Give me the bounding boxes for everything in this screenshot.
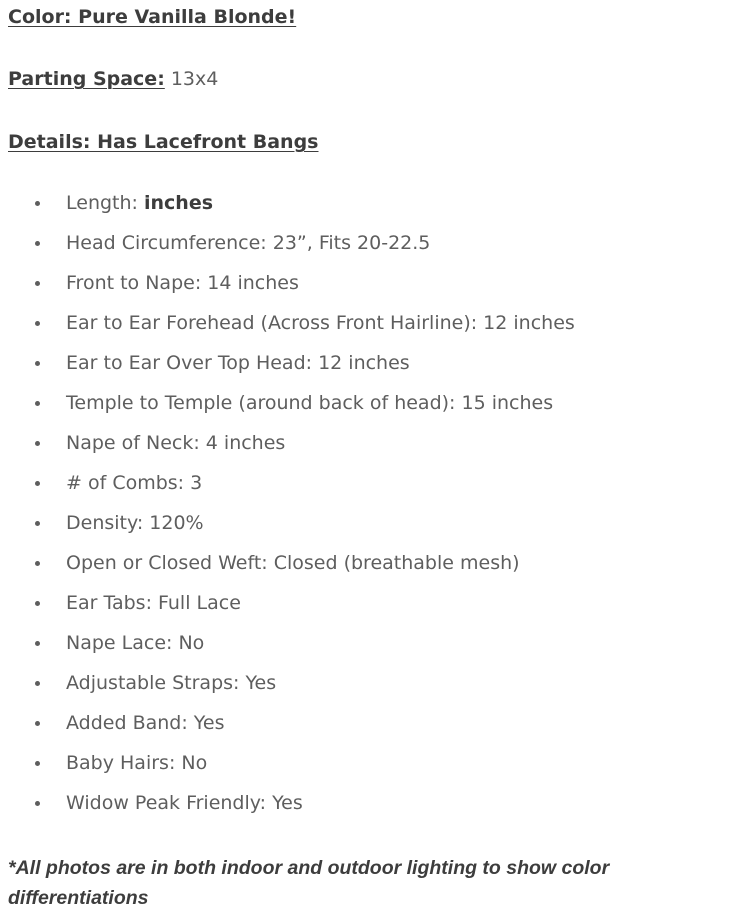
spec-label: Ear to Ear Over Top Head: 12 inches bbox=[66, 352, 410, 374]
details-label: Details: Has Lacefront Bangs bbox=[8, 131, 319, 153]
spec-label: Nape of Neck: 4 inches bbox=[66, 432, 286, 454]
bullet-icon bbox=[35, 721, 40, 726]
spec-label: Open or Closed Weft: Closed (breathable mesh) bbox=[66, 552, 520, 574]
bullet-icon bbox=[35, 401, 40, 406]
bullet-icon bbox=[35, 521, 40, 526]
list-item bbox=[8, 270, 575, 310]
spec-label: Widow Peak Friendly: Yes bbox=[66, 792, 303, 814]
bullet-icon bbox=[35, 241, 40, 246]
list-item bbox=[8, 710, 575, 750]
color-label: Color: Pure Vanilla Blonde! bbox=[8, 6, 297, 28]
bullet-icon bbox=[35, 361, 40, 366]
bullet-icon bbox=[35, 561, 40, 566]
list-item bbox=[8, 590, 575, 630]
list-item bbox=[8, 310, 575, 350]
bullet-icon bbox=[35, 801, 40, 806]
bullet-icon bbox=[35, 681, 40, 686]
parting-value: 13x4 bbox=[170, 68, 219, 90]
list-item bbox=[8, 510, 575, 550]
spec-label: # of Combs: 3 bbox=[66, 472, 203, 494]
spec-value: inches bbox=[143, 192, 214, 214]
bullet-icon bbox=[35, 441, 40, 446]
spec-label: Head Circumference: 23”, Fits 20-22.5 bbox=[66, 232, 431, 254]
bullet-icon bbox=[35, 641, 40, 646]
parting-line bbox=[8, 67, 218, 91]
specs-list bbox=[8, 190, 575, 830]
color-line bbox=[8, 5, 296, 29]
bullet-icon bbox=[35, 321, 40, 326]
parting-label: Parting Space: bbox=[8, 68, 165, 90]
spec-label: Front to Nape: 14 inches bbox=[66, 272, 299, 294]
spec-label: Ear Tabs: Full Lace bbox=[66, 592, 241, 614]
spec-label: Length: bbox=[66, 192, 144, 214]
spec-label: Nape Lace: No bbox=[66, 632, 205, 654]
list-item bbox=[8, 550, 575, 590]
details-line bbox=[8, 130, 319, 154]
list-item bbox=[8, 630, 575, 670]
spec-label: Baby Hairs: No bbox=[66, 752, 208, 774]
bullet-icon bbox=[35, 601, 40, 606]
bullet-icon bbox=[35, 281, 40, 286]
list-item bbox=[8, 470, 575, 510]
list-item bbox=[8, 750, 575, 790]
list-item bbox=[8, 230, 575, 270]
list-item bbox=[8, 190, 575, 230]
bullet-icon bbox=[35, 761, 40, 766]
spec-label: Ear to Ear Forehead (Across Front Hairline): 12 inches bbox=[66, 312, 575, 334]
bullet-icon bbox=[35, 201, 40, 206]
photo-lighting-note: *All photos are in both indoor and outdoor lighting to show color differentiations bbox=[8, 857, 610, 909]
spec-label: Added Band: Yes bbox=[66, 712, 225, 734]
spec-label: Density: 120% bbox=[66, 512, 204, 534]
list-item bbox=[8, 790, 575, 830]
spec-label: Temple to Temple (around back of head): 15 inches bbox=[66, 392, 554, 414]
bullet-icon bbox=[35, 481, 40, 486]
list-item bbox=[8, 670, 575, 710]
spec-label: Adjustable Straps: Yes bbox=[66, 672, 277, 694]
list-item bbox=[8, 390, 575, 430]
list-item bbox=[8, 430, 575, 470]
list-item bbox=[8, 350, 575, 390]
